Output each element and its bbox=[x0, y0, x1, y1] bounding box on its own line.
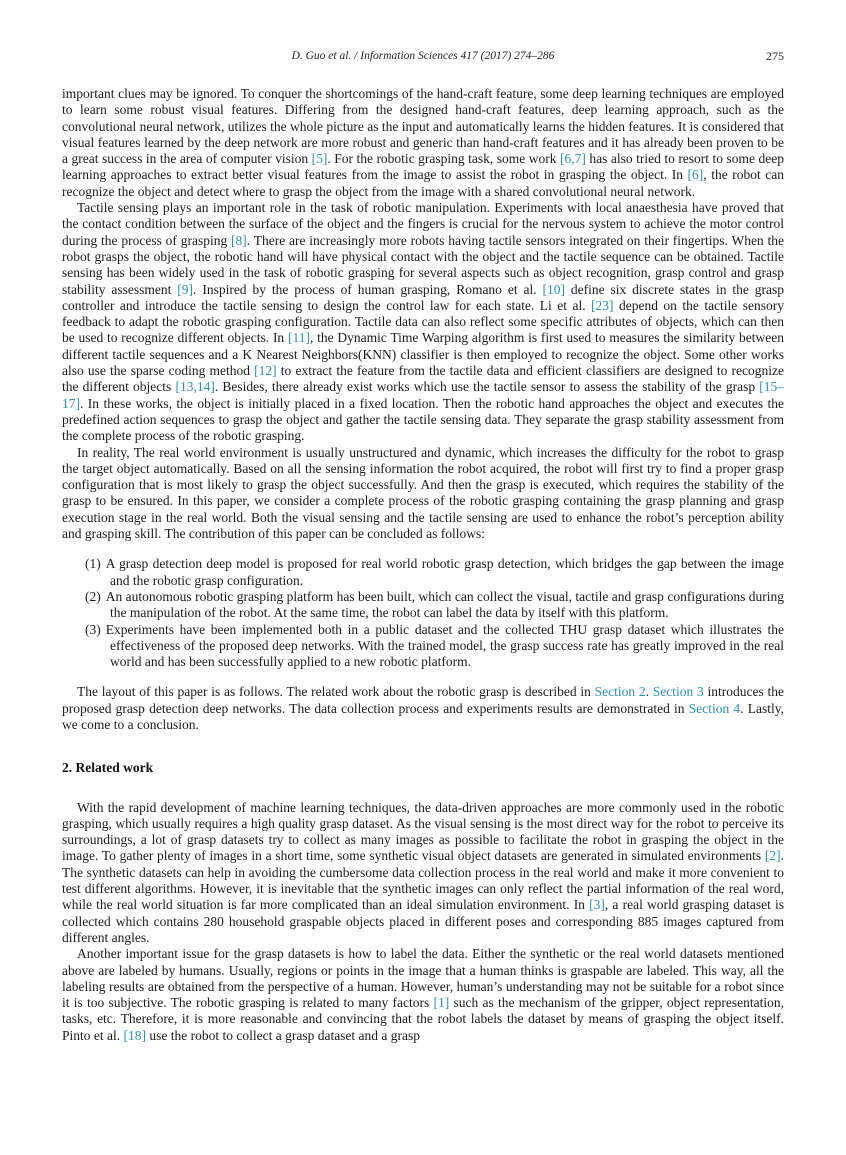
text-run: . In these works, the object is initially placed in a fixed location. Then the robotic hand approaches the object and executes the predefined action sequences to grasp the object and gather the tactile sensing data. They separate the grasp stability assessment from the complete process of the robotic grasping. bbox=[62, 395, 784, 444]
list-item-3-text bbox=[106, 622, 784, 670]
page-number: 275 bbox=[766, 49, 784, 63]
citation-link[interactable]: [12] bbox=[254, 363, 277, 379]
citation-link[interactable]: [10] bbox=[542, 281, 565, 297]
citation-link[interactable]: [2] bbox=[764, 848, 781, 864]
text-run: . bbox=[645, 684, 653, 700]
citation-link[interactable]: [5] bbox=[311, 151, 328, 167]
running-title: D. Guo et al. / Information Sciences 417 (2017) 274–286 bbox=[291, 50, 555, 62]
text-run: such as the mechanism of the gripper, object representation, tasks, etc. Therefore, it is more reasonable and convincing that the robot labels the dataset by means of grasping the object itself. Pinto et al. bbox=[62, 995, 784, 1043]
text-run: . There are increasingly more robots having tactile sensors integrated on their fingertips. When the robot grasps the object, the robotic hand will have physical contact with the object and the tactile sequence can be obtained. Tactile sensing has been widely used in the task of robotic grasping for several aspects such as object recognition, grasp control and grasp stability assessment bbox=[62, 232, 784, 297]
text-run: An autonomous robotic grasping platform has been built, which can collect the visual, tactile and grasp configurations during the manipulation of the robot. At the same time, the robot can label the data by itself with this platform. bbox=[105, 588, 784, 621]
text-run: . For the robotic grasping task, some work bbox=[327, 151, 560, 167]
text-run: use the robot to collect a grasp dataset and a grasp bbox=[146, 1027, 421, 1043]
text-run: Another important issue for the grasp datasets is how to label the data. Either the synthetic or the real world datasets mentioned above are labeled by humans. Usually, regions or points in the image that a human thinks is graspable are labeled. This way, all the labeling results are obtained from the perspective of a human. However, human’s understanding may not be suitable for a robot since it is too subjective. The robotic grasping is related to many factors bbox=[62, 946, 784, 1011]
text-run: . Besides, there already exist works which use the tactile sensor to assess the stability of the grasp bbox=[214, 379, 760, 395]
text-run: . The synthetic datasets can help in avoiding the cumbersome data collection process in the real world and make it more convenient to test different algorithms. However, it is inevitable that the synthetic images can only reflect the partial information of the real word, while the real world situation is far more complicated than an ideal simulation environment. In bbox=[62, 848, 784, 913]
text-run: define six discrete states in the grasp controller and introduce the tactile sensing to design the control law for each state. Li et al. bbox=[62, 281, 784, 313]
citation-link[interactable]: Section 2 bbox=[594, 684, 646, 700]
citation-link[interactable]: [11] bbox=[287, 330, 310, 346]
text-run: Tactile sensing plays an important role in the task of robotic manipulation. Experiments with local anaesthesia have proved that the contact condition between the surface of the object and the fingers is crucial for the nervous system to achieve the motor control during the process of grasping bbox=[62, 200, 784, 248]
list-marker-1: (1) bbox=[85, 556, 101, 572]
citation-link[interactable]: [6] bbox=[687, 167, 704, 183]
paragraph-in-reality bbox=[62, 445, 784, 543]
text-run: has also tried to resort to some deep learning approaches to extract better visual features from the image to assist the robot in grasping the object. In bbox=[62, 151, 785, 183]
paragraph-related-work-datasets bbox=[62, 800, 784, 947]
paragraph-tactile-sensing bbox=[62, 200, 784, 444]
list-item-1 bbox=[85, 556, 784, 589]
article-body bbox=[62, 86, 784, 1044]
citation-link[interactable]: [6,7] bbox=[560, 151, 586, 167]
citation-link[interactable]: [13,14] bbox=[175, 379, 215, 395]
text-run: important clues may be ignored. To conquer the shortcomings of the hand-craft feature, some deep learning techniques are employed to learn some robust visual features. Differing from the designed hand-craft features, deep learning approach, such as the convolutional neural network, utilizes the whole picture as the input and automatically learns the hidden features. It is considered that visual features learned by the deep network are more robust and generic than hand-craft features and it has already been proven to be a great success in the area of computer vision bbox=[62, 86, 784, 167]
text-run: The layout of this paper is as follows. The related work about the robotic grasp is described in bbox=[77, 684, 595, 700]
list-marker-3: (3) bbox=[85, 621, 101, 637]
text-run: depend on the tactile sensory feedback to adapt the robotic grasping configuration. Tactile data can also reflect some specific attributes of objects, which can then be used to recognize different objects. In bbox=[62, 297, 784, 346]
citation-link[interactable]: [23] bbox=[591, 297, 614, 313]
list-item-3 bbox=[85, 621, 784, 671]
list-item-2 bbox=[85, 588, 784, 622]
citation-link[interactable]: [1] bbox=[433, 995, 450, 1011]
citation-link[interactable]: Section 4 bbox=[688, 700, 741, 716]
list-item-1-text bbox=[106, 556, 784, 587]
text-run: In reality, The real world environment is usually unstructured and dynamic, which increases the difficulty for the robot to grasp the target object automatically. Based on all the sensing information the robot acquired, the robot will first try to find a proper grasp configuration that is most likely to grasp the object successfully. And then the grasp is executed, which requires the stability of the grasp to be ensured. In this paper, we consider a complete process of the robotic grasping containing the grasp planning and grasp execution stage in the real world. Both the visual sensing and the tactile sensing are used to enhance the robot’s perception ability and grasping skill. The contribution of this paper can be concluded as follows: bbox=[62, 444, 784, 542]
text-run: With the rapid development of machine learning techniques, the data-driven approaches are more commonly used in the robotic grasping, which usually requires a high quality grasp dataset. As the visual sensing is the most direct way for the robot to perceive its surroundings, a lot of grasp datasets try to collect as many images as possible to facilitate the robot in grasping the object in the image. To gather plenty of images in a short time, some synthetic visual object datasets are generated in simulated environments bbox=[62, 799, 784, 864]
section-heading-related-work: 2. Related work bbox=[62, 760, 154, 776]
text-run: , a real world grasping dataset is collected which contains 280 household graspable objects placed in different poses and corresponding 885 images captured from different angles. bbox=[62, 897, 784, 945]
citation-link[interactable]: [3] bbox=[589, 897, 605, 913]
text-run: Experiments have been implemented both in a public dataset and the collected THU grasp dataset which illustrates the effectiveness of the proposed deep networks. With the trained model, the grasp success rate has greatly improved in the real world and has been successfully applied to a new robotic platform. bbox=[105, 621, 784, 670]
list-item-2-text bbox=[106, 589, 784, 620]
citation-link[interactable]: [8] bbox=[231, 232, 247, 248]
citation-link[interactable]: [15–17] bbox=[62, 379, 784, 411]
paragraph-intro-continuation bbox=[62, 86, 784, 200]
citation-link[interactable]: Section 3 bbox=[652, 684, 704, 700]
paragraph-paper-layout bbox=[62, 684, 784, 733]
citation-link[interactable]: [9] bbox=[177, 281, 194, 297]
text-run: to extract the feature from the tactile data and efficient classifiers are designed to recognize the different objects bbox=[62, 363, 784, 395]
text-run: introduces the proposed grasp detection deep networks. The data collection process and experiments results are demonstrated in bbox=[62, 684, 784, 716]
citation-link[interactable]: [18] bbox=[123, 1027, 146, 1043]
text-run: . Lastly, we come to a conclusion. bbox=[62, 700, 784, 732]
paragraph-related-work-labeling bbox=[62, 946, 784, 1044]
text-run: , the Dynamic Time Warping algorithm is first used to measures the similarity between different tactile sequences and a K Nearest Neighbors(KNN) classifier is then employed to recognize the object. Some other works also use the sparse coding method bbox=[62, 330, 784, 379]
text-run: . Inspired by the process of human grasping, Romano et al. bbox=[193, 281, 543, 297]
text-run: , the robot can recognize the object and detect where to grasp the object from the image with a shared convolutional neural network. bbox=[62, 167, 784, 199]
contribution-list bbox=[62, 556, 784, 670]
text-run: A grasp detection deep model is proposed for real world robotic grasp detection, which bridges the gap between the image and the robotic grasp configuration. bbox=[105, 556, 784, 588]
list-marker-2: (2) bbox=[85, 588, 101, 604]
page-header bbox=[62, 49, 784, 63]
